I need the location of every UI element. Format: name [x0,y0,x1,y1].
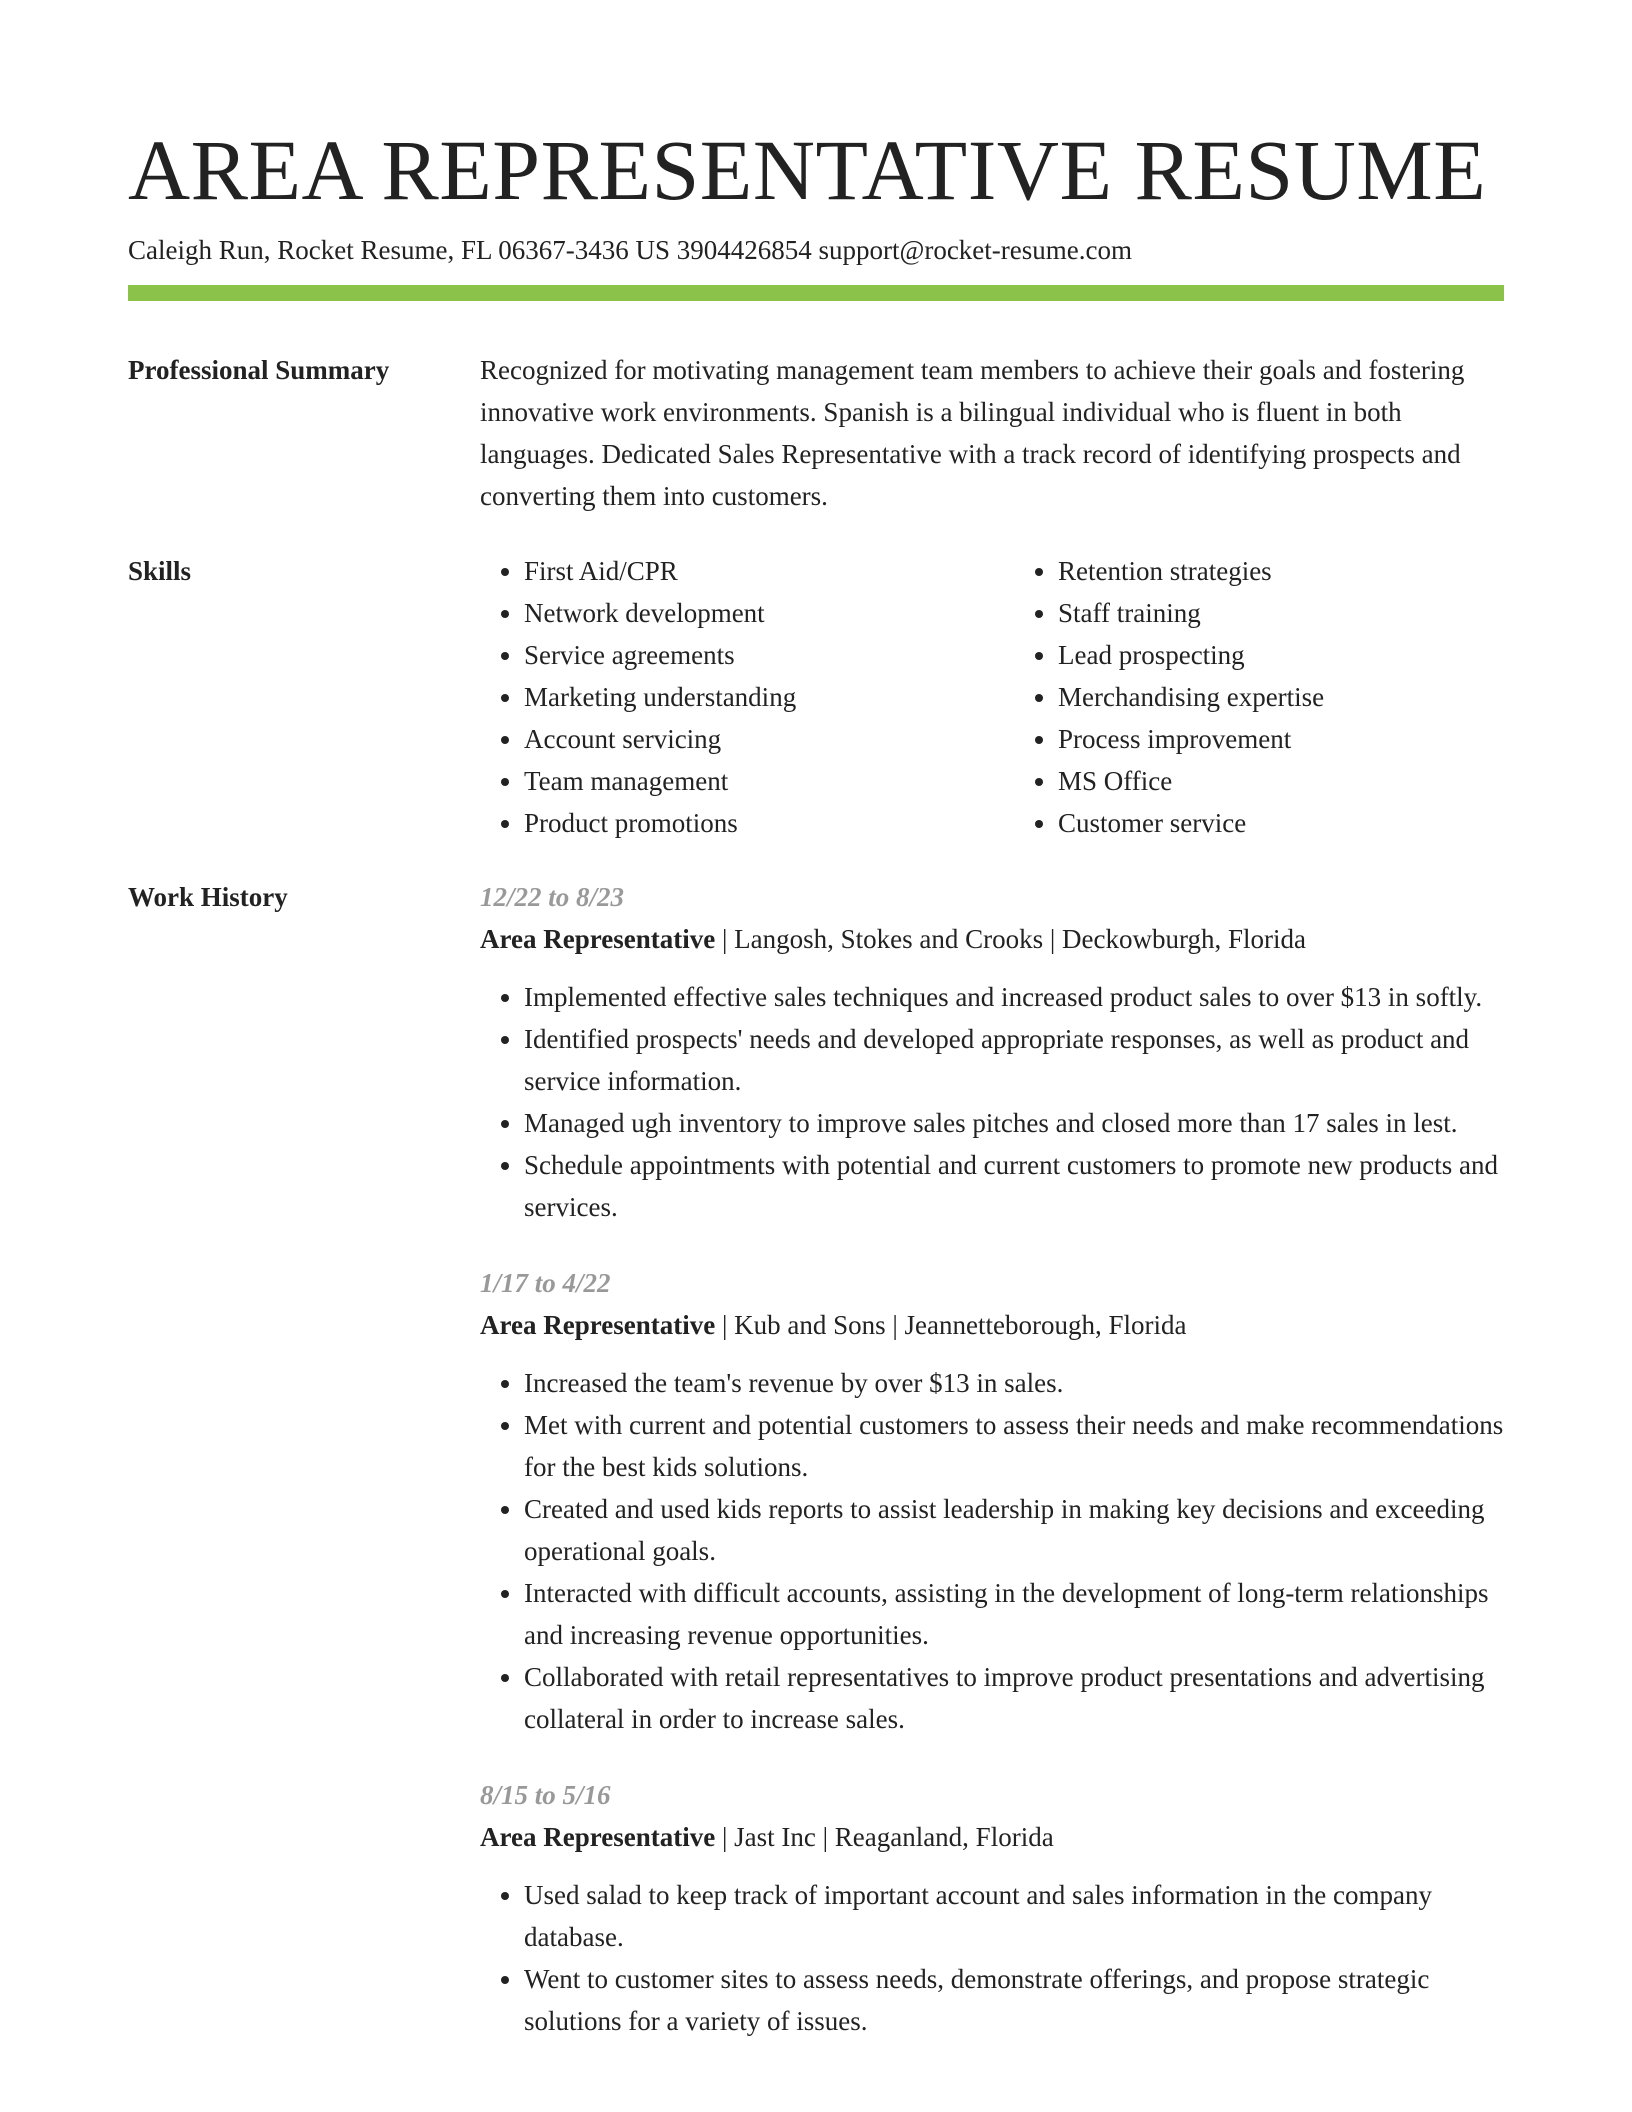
summary-text: Recognized for motivating management team members to achieve their goals and fostering innovative work environments. Spanish is a bilingual individual who is fluent in both languages. Dedicated Sales Representative with a track record of identifying prospects and converting them into customers. [480,355,1465,511]
work-history-content [480,876,1504,2076]
job-duties [480,976,1504,1228]
skill-item: • First Aid/CPR [524,550,970,592]
job-title-line: Area Representative | Jast Inc | Reaganland, Florida [480,1822,1054,1852]
skills-label: Skills [128,556,192,586]
accent-divider [128,285,1504,301]
job-location: Reaganland, Florida [834,1822,1054,1852]
resume-header [128,118,1504,268]
job-location: Deckowburgh, Florida [1061,924,1306,954]
summary-label: Professional Summary [128,355,390,385]
job-dates: 8/15 to 5/16 [480,1780,611,1810]
job-duties [480,1362,1504,1740]
job-entry [480,1774,1504,2042]
skill-item: • Team management [524,760,970,802]
duty-item: • Collaborated with retail representatives to improve product presentations and advertising collateral in order to increase sales. [524,1656,1504,1740]
skills-left-column [480,550,970,844]
duty-item: • Used salad to keep track of important account and sales information in the company database. [524,1874,1504,1958]
job-location: Jeannetteborough, Florida [904,1310,1187,1340]
duty-item: • Schedule appointments with potential and current customers to promote new products and services. [524,1144,1504,1228]
job-role: Area Representative [480,1822,716,1852]
skill-item: • Process improvement [1058,718,1504,760]
duty-item: • Interacted with difficult accounts, assisting in the development of long-term relationships and increasing revenue opportunities. [524,1572,1504,1656]
skill-item: • Marketing understanding [524,676,970,718]
skill-item: • Lead prospecting [1058,634,1504,676]
contact-line: Caleigh Run, Rocket Resume, FL 06367-3436 US 3904426854 support@rocket-resume.com [128,235,1132,265]
skill-item: • Staff training [1058,592,1504,634]
summary-content [480,349,1504,517]
job-dates: 1/17 to 4/22 [480,1268,611,1298]
job-company: Langosh, Stokes and Crooks [734,924,1044,954]
job-entry [480,876,1504,1228]
skill-item: • Retention strategies [1058,550,1504,592]
duty-item: • Implemented effective sales techniques and increased product sales to over $13 in softly. [524,976,1504,1018]
job-company: Jast Inc [734,1822,816,1852]
job-title-line: Area Representative | Kub and Sons | Jeannetteborough, Florida [480,1310,1187,1340]
skill-item: • Customer service [1058,802,1504,844]
skill-item: • Service agreements [524,634,970,676]
duty-item: • Identified prospects' needs and developed appropriate responses, as well as product and service information. [524,1018,1504,1102]
skill-item: • Product promotions [524,802,970,844]
work-history-label: Work History [128,882,288,912]
skills-columns [480,550,1504,844]
job-duties [480,1874,1504,2042]
skills-right-column [1014,550,1504,844]
job-role: Area Representative [480,924,716,954]
job-company: Kub and Sons [734,1310,886,1340]
resume-title: AREA REPRESENTATIVE RESUME [128,122,1487,218]
duty-item: • Created and used kids reports to assist leadership in making key decisions and exceeding operational goals. [524,1488,1504,1572]
duty-item: • Met with current and potential customers to assess their needs and make recommendations for the best kids solutions. [524,1404,1504,1488]
duty-item: • Increased the team's revenue by over $13 in sales. [524,1362,1504,1404]
skill-item: • Merchandising expertise [1058,676,1504,718]
skill-item: • Account servicing [524,718,970,760]
job-title-line: Area Representative | Langosh, Stokes and Crooks | Deckowburgh, Florida [480,924,1306,954]
skill-item: • MS Office [1058,760,1504,802]
skill-item: • Network development [524,592,970,634]
job-entry [480,1262,1504,1740]
duty-item: • Managed ugh inventory to improve sales pitches and closed more than 17 sales in lest. [524,1102,1504,1144]
duty-item: • Went to customer sites to assess needs, demonstrate offerings, and propose strategic solutions for a variety of issues. [524,1958,1504,2042]
job-role: Area Representative [480,1310,716,1340]
job-dates: 12/22 to 8/23 [480,882,625,912]
